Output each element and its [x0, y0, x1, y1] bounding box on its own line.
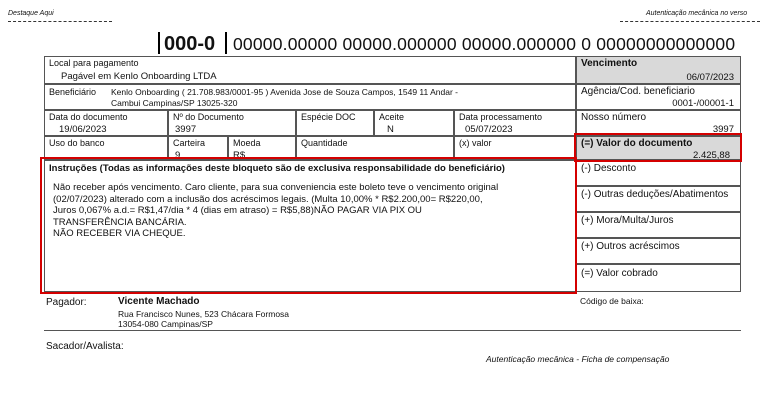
deducoes-label: (-) Outras deduções/Abatimentos: [581, 189, 729, 200]
agencia-cell: [576, 84, 741, 110]
agencia-label: Agência/Cod. beneficiario: [581, 86, 695, 97]
pagador-divider: [44, 330, 741, 331]
vencimento-cell: [576, 56, 741, 84]
valor-documento-label: (=) Valor do documento: [581, 138, 693, 149]
aceite-value: N: [387, 124, 394, 135]
vencimento-value: 06/07/2023: [686, 72, 734, 83]
instrucoes-line: NÃO RECEBER VIA CHEQUE.: [53, 228, 186, 239]
num-documento-value: 3997: [175, 124, 197, 135]
local-pagamento-value: Pagável em Kenlo Onboarding LTDA: [61, 71, 217, 82]
moeda-label: Moeda: [233, 138, 261, 148]
beneficiario-label: Beneficiário: [49, 87, 97, 97]
num-documento-cell: [168, 110, 296, 136]
beneficiario-line2: Cambui Campinas/SP 13025-320: [111, 98, 238, 108]
data-processamento-cell: [454, 110, 576, 136]
cut-line-left: [8, 21, 112, 22]
data-documento-label: Data do documento: [49, 112, 128, 122]
sacador-label: Sacador/Avalista:: [46, 341, 124, 352]
uso-banco-label: Uso do banco: [49, 138, 105, 148]
aceite-label: Aceite: [379, 112, 405, 122]
valor-cobrado-cell: [576, 264, 741, 292]
pagador-address2: 13054-080 Campinas/SP: [118, 319, 213, 329]
data-processamento-label: Data processamento: [459, 112, 543, 122]
pagador-label: Pagador:: [46, 297, 87, 308]
acrescimos-cell: [576, 238, 741, 264]
instrucoes-title: Instruções (Todas as informações deste bloqueto são de exclusiva responsabilidade do beneficiário): [49, 163, 505, 174]
aceite-cell: [374, 110, 454, 136]
especie-doc-label: Espécie DOC: [301, 112, 356, 122]
pagador-name: Vicente Machado: [118, 296, 200, 307]
num-documento-label: Nº do Documento: [173, 112, 244, 122]
digitable-line: 00000.00000 00000.000000 00000.000000 0 00000000000000: [233, 34, 736, 54]
carteira-value: 9: [175, 150, 181, 160]
data-processamento-value: 05/07/2023: [465, 124, 513, 135]
codigo-baixa-label: Código de baixa:: [580, 296, 644, 306]
bank-divider-left: [158, 32, 160, 54]
nosso-numero-label: Nosso número: [581, 112, 647, 123]
cut-line-right: [620, 21, 760, 22]
especie-doc-cell: [296, 110, 374, 136]
desconto-cell: [576, 160, 741, 186]
instrucoes-line: Não receber após vencimento. Caro cliente, para sua conveniencia este boleto teve o vencimento original: [53, 182, 499, 193]
local-pagamento-label: Local para pagamento: [49, 58, 139, 68]
deducoes-cell: [576, 186, 741, 212]
mora-label: (+) Mora/Multa/Juros: [581, 215, 674, 226]
vencimento-label: Vencimento: [581, 58, 638, 69]
nosso-numero-value: 3997: [712, 124, 734, 135]
valor-documento-value: 2.425,88: [693, 150, 730, 160]
carteira-label: Carteira: [173, 138, 206, 148]
local-pagamento-cell: [44, 56, 576, 84]
acrescimos-label: (+) Outros acréscimos: [581, 241, 680, 252]
bank-divider-right: [225, 32, 227, 54]
instrucoes-line: (02/07/2023) alterado com a inclusão dos acréscimos legais. (Multa 10,00% * R$2.200,00= R$220,00,: [53, 193, 483, 205]
desconto-label: (-) Desconto: [581, 163, 637, 174]
mora-cell: [576, 212, 741, 238]
beneficiario-cell: [44, 84, 576, 110]
beneficiario-line1: Kenlo Onboarding ( 21.708.983/0001-95 ) Avenida Jose de Souza Campos, 1549 11 Andar -: [111, 87, 459, 97]
moeda-value: R$: [233, 150, 246, 160]
footer-auth: Autenticação mecânica - Ficha de compensação: [486, 354, 670, 364]
instrucoes-line: TRANSFERÊNCIA BANCÁRIA.: [53, 216, 187, 228]
agencia-value: 0001-/00001-1: [672, 98, 734, 109]
valor-cobrado-label: (=) Valor cobrado: [581, 268, 658, 279]
data-documento-cell: [44, 110, 168, 136]
instrucoes-highlight: [40, 157, 577, 294]
bank-code: 000-0: [164, 33, 216, 55]
instrucoes-line: Juros 0,067% a.d.= R$1,47/dia * 4 (dias em atraso) = R$5,88)NÃO PAGAR VIA PIX OU: [53, 205, 422, 216]
data-documento-value: 19/06/2023: [59, 124, 107, 135]
auth-note: Autenticação mecânica no verso: [646, 10, 748, 17]
cut-here-note: Destaque Aqui: [8, 10, 54, 17]
valor-documento-highlight: [574, 133, 742, 162]
pagador-address1: Rua Francisco Nunes, 523 Chácara Formosa: [118, 309, 290, 319]
x-valor-label: (x) valor: [459, 138, 492, 148]
quantidade-label: Quantidade: [301, 138, 348, 148]
